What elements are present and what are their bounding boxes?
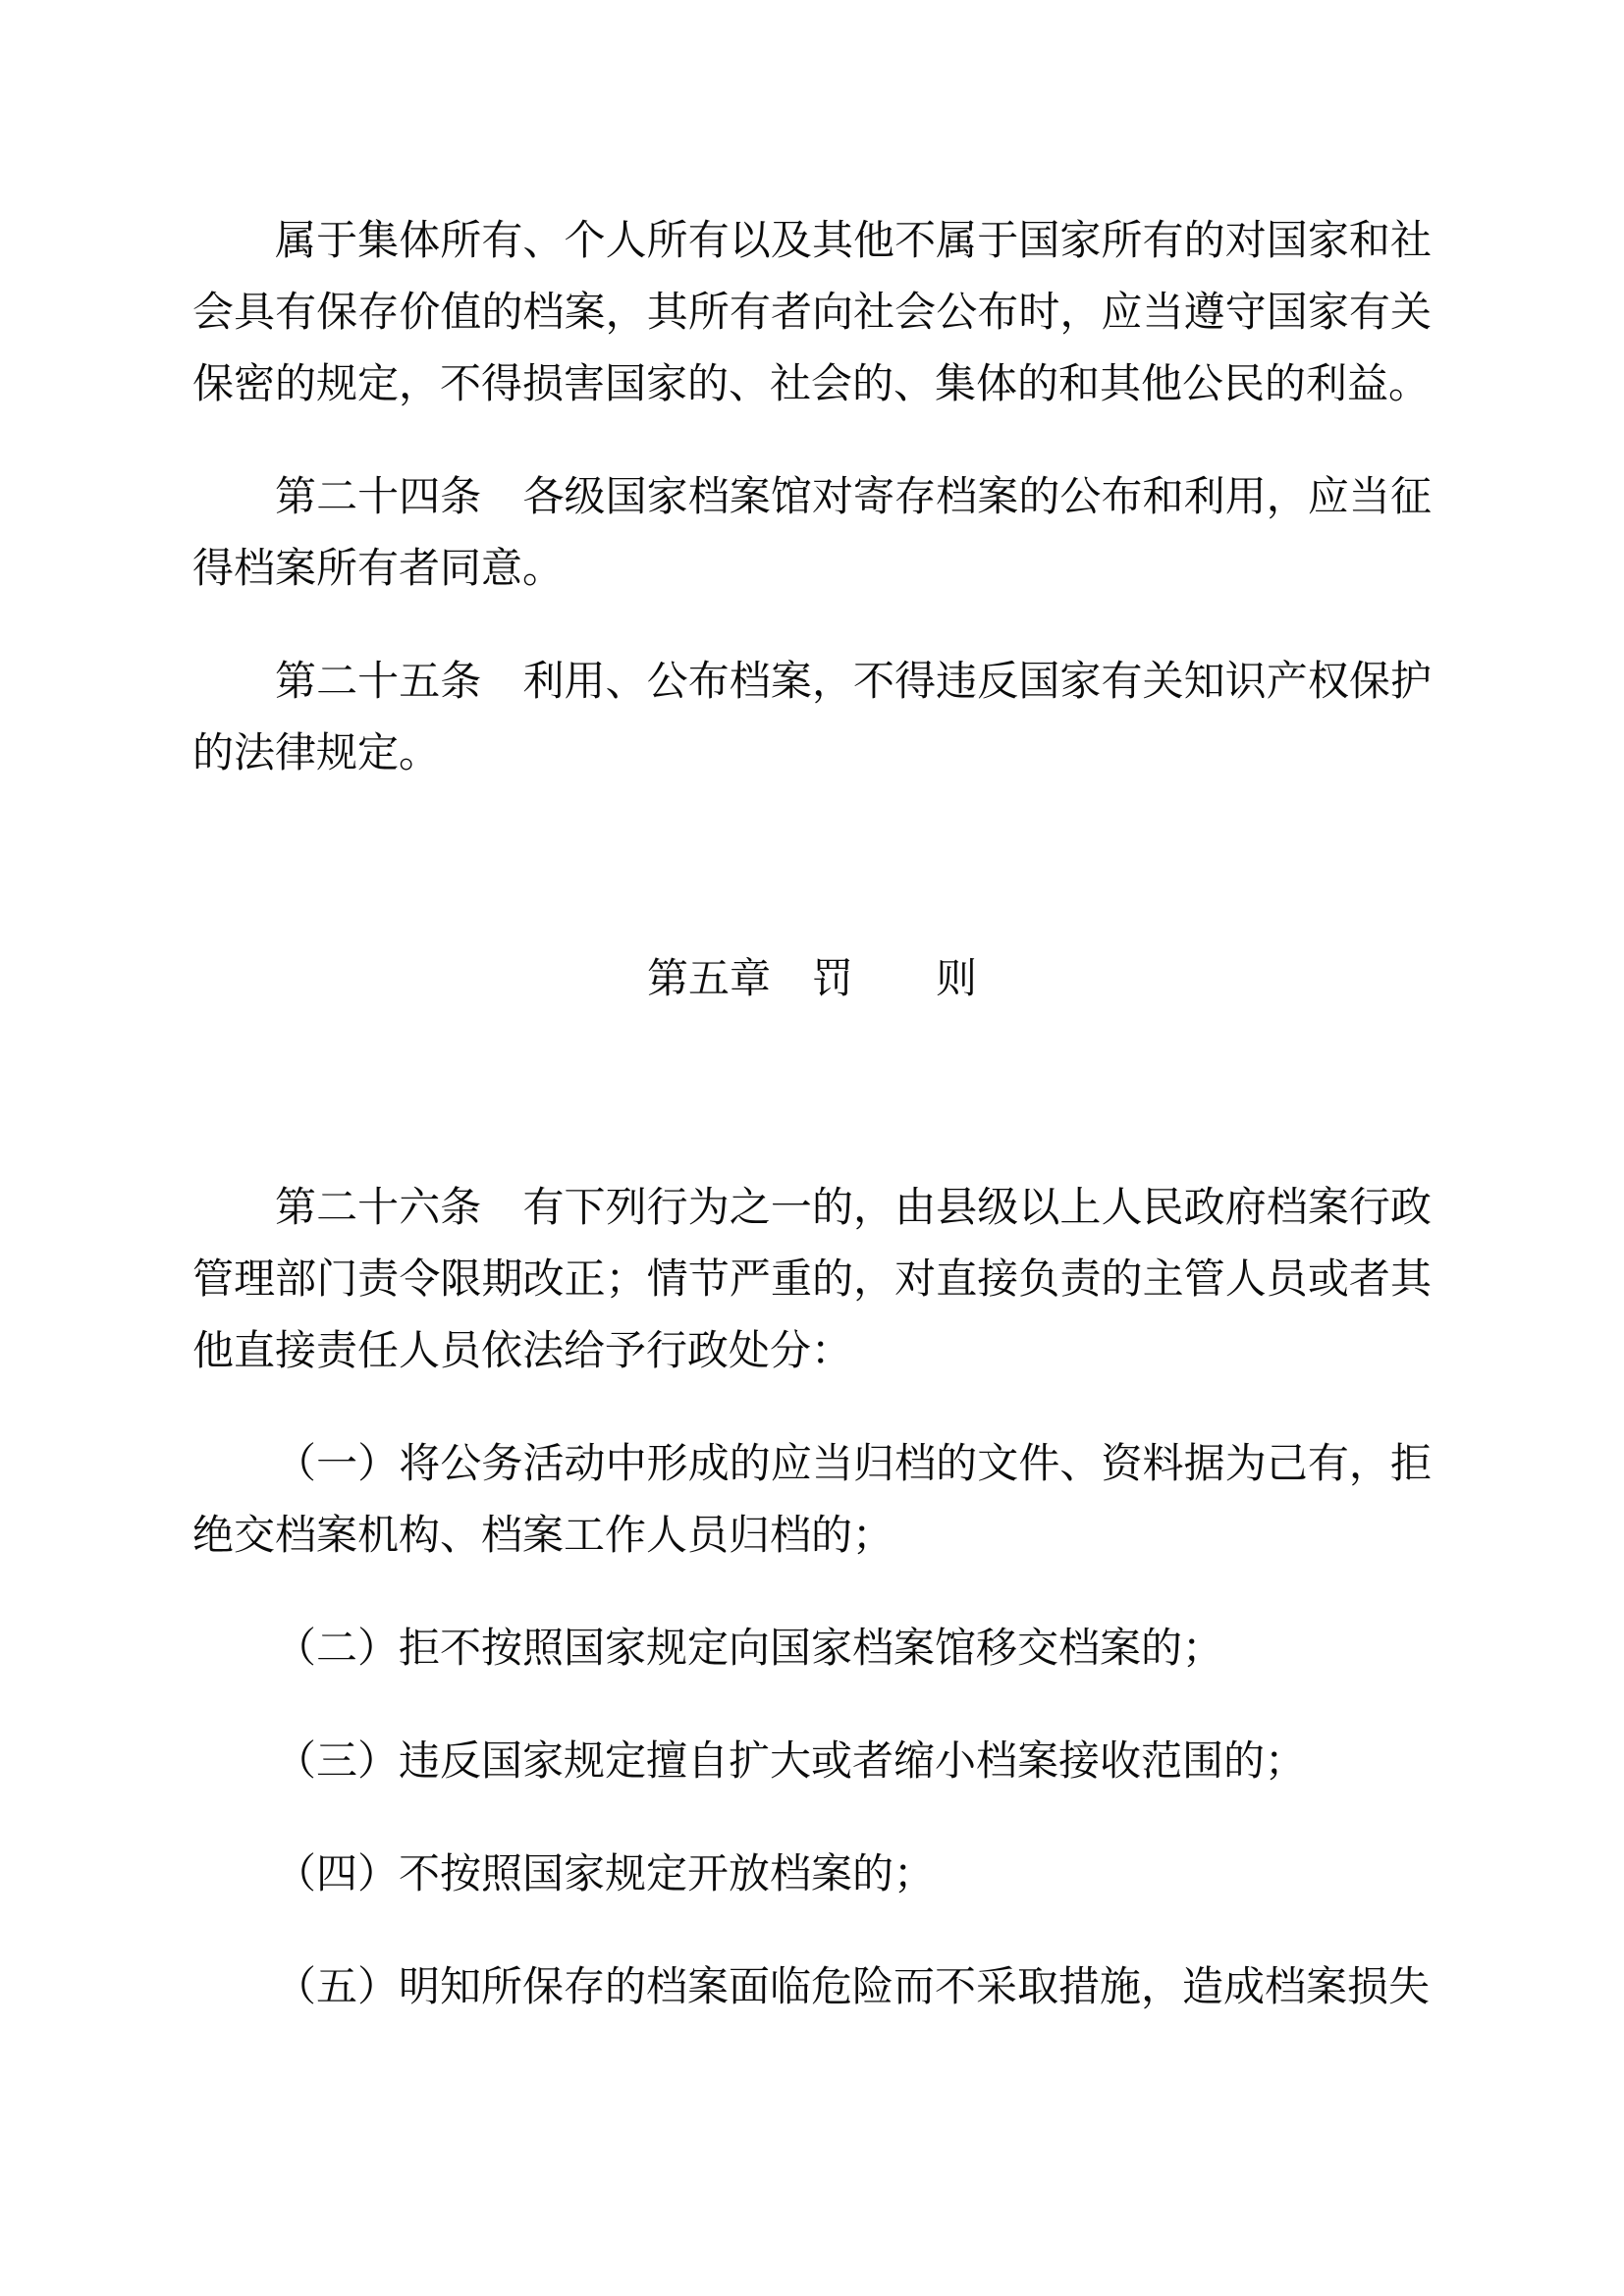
list-item-4: （四）不按照国家规定开放档案的； xyxy=(275,1852,936,1897)
list-item-2: （二）拒不按照国家规定向国家档案馆移交档案的； xyxy=(275,1627,1224,1672)
article-25-paragraph: 第二十五条 利用、公布档案，不得违反国家有关知识产权保护的法律规定。 xyxy=(192,660,1432,776)
list-item-1: （一）将公务活动中形成的应当归档的文件、资料据为己有，拒绝交档案机构、档案工作人员归档的； xyxy=(192,1442,1432,1559)
document-content xyxy=(192,206,1432,2065)
article-26-paragraph: 第二十六条 有下列行为之一的，由县级以上人民政府档案行政管理部门责令限期改正；情节严重的，对直接负责的主管人员或者其他直接责任人员依法给予行政处分： xyxy=(192,1186,1432,1374)
list-item-3: （三）违反国家规定擅自扩大或者缩小档案接收范围的； xyxy=(275,1739,1307,1785)
article-24-paragraph: 第二十四条 各级国家档案馆对寄存档案的公布和利用，应当征得档案所有者同意。 xyxy=(192,475,1432,592)
body-paragraph: 属于集体所有、个人所有以及其他不属于国家所有的对国家和社会具有保存价值的档案，其所有者向社会公布时，应当遵守国家有关保密的规定，不得损害国家的、社会的、集体的和其他公民的利益。 xyxy=(192,219,1432,407)
list-item-5: （五）明知所保存的档案面临危险而不采取措施，造成档案损失 xyxy=(275,1965,1431,2010)
chapter-heading: 第五章 罚 则 xyxy=(646,957,977,1002)
